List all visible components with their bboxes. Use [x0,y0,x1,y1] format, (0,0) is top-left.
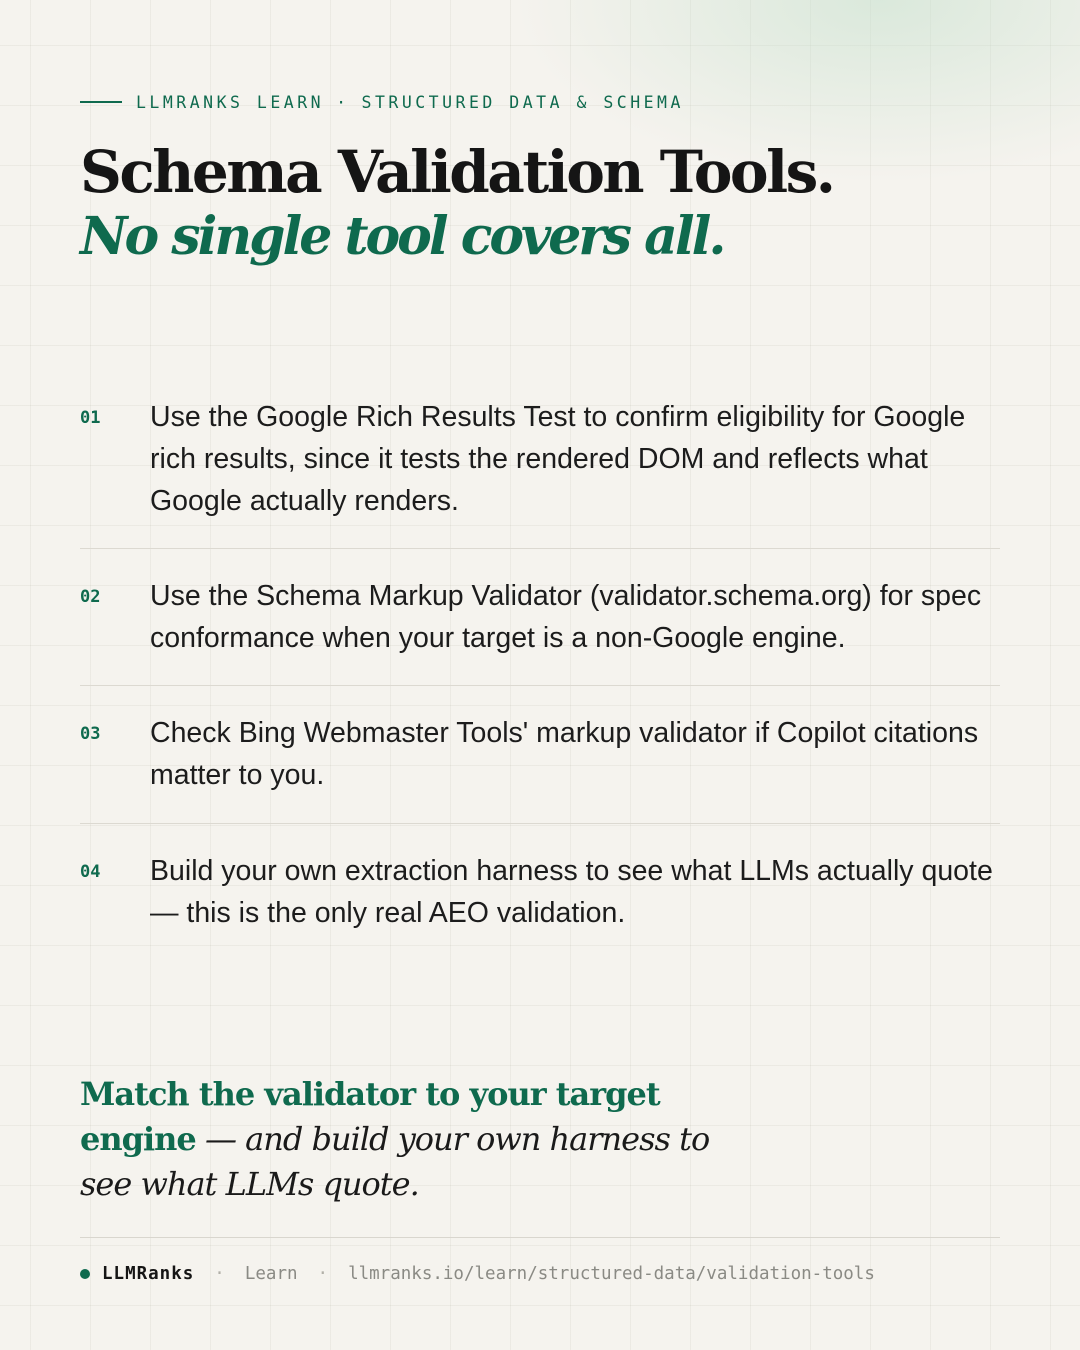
item-text: Use the Google Rich Results Test to confirm eligibility for Google rich results, since it tests the rendered DOM and reflects what Google actually renders. [150,401,966,517]
list-item [80,396,1000,549]
eyebrow-rule [80,101,122,103]
eyebrow-separator: · [336,92,350,112]
eyebrow [80,92,684,112]
footer [80,1262,875,1286]
pull-quote-emphasis: — and build your own harness to see what LLMs quote. [80,1120,710,1203]
footer-section-link[interactable]: Learn [244,1264,298,1284]
item-number: 03 [80,724,101,744]
tip-list [80,396,1000,944]
eyebrow-topic: STRUCTURED DATA & SCHEMA [361,92,684,112]
list-item [80,824,1000,944]
page-title: Schema Validation Tools. [80,138,834,206]
footer-divider [80,1237,1000,1238]
footer-brand[interactable]: LLMRanks [102,1264,195,1284]
item-text: Build your own extraction harness to see what LLMs actually quote — this is the only real AEO validation. [150,855,993,929]
item-number: 01 [80,408,101,428]
footer-url-link[interactable]: llmranks.io/learn/structured-data/validation-tools [348,1264,875,1284]
list-item [80,686,1000,824]
footer-separator: · [317,1264,329,1284]
brand-dot-icon [80,1269,90,1279]
list-item [80,549,1000,686]
item-number: 02 [80,587,101,607]
page-subtitle: No single tool covers all. [80,206,724,267]
item-text: Check Bing Webmaster Tools' markup validator if Copilot citations matter to you. [150,717,979,791]
item-text: Use the Schema Markup Validator (validator.schema.org) for spec conformance when your target is a non-Google engine. [150,580,982,654]
pull-quote-strong: Match the validator to your target engine [80,1075,660,1158]
item-number: 04 [80,862,101,882]
eyebrow-brand: LLMRANKS LEARN [136,92,325,112]
pull-quote [80,1072,720,1207]
footer-separator: · [214,1264,225,1284]
